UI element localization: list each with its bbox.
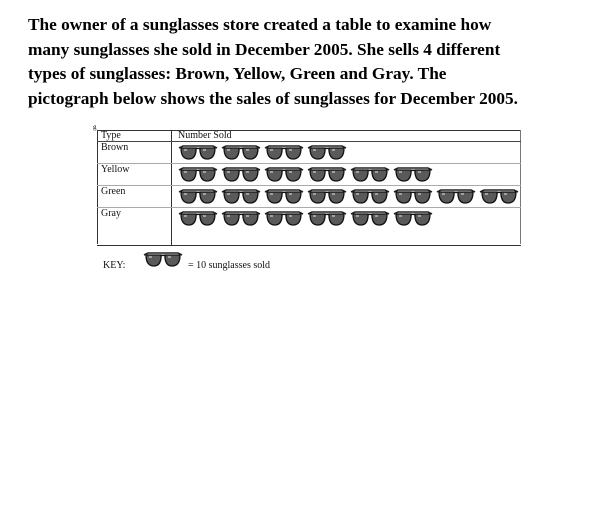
- sunglasses-icon: [143, 251, 183, 269]
- key-sunglasses-icon: [143, 251, 183, 272]
- sunglasses-icon: [393, 188, 433, 206]
- row-label: Brown: [97, 142, 172, 164]
- corner-mark: g: [93, 123, 97, 131]
- sunglasses-icon: [393, 210, 433, 228]
- sunglasses-icon: [393, 166, 433, 184]
- sunglasses-icon: [264, 188, 304, 206]
- row-label: Yellow: [97, 164, 172, 186]
- table-row: [97, 142, 521, 164]
- table-row: [97, 186, 521, 208]
- row-label: Green: [97, 186, 172, 208]
- sunglasses-icon: [221, 144, 261, 162]
- intro-paragraph: [28, 13, 593, 111]
- icon-row: [178, 186, 521, 206]
- sunglasses-icon: [178, 210, 218, 228]
- icon-row: [178, 142, 521, 162]
- sunglasses-icon: [350, 210, 390, 228]
- sunglasses-icon: [264, 166, 304, 184]
- sunglasses-icon: [264, 210, 304, 228]
- row-label: Gray: [97, 208, 172, 246]
- intro-line-3: types of sunglasses: Brown, Yellow, Green and Gray. The: [28, 64, 447, 83]
- sunglasses-icon: [178, 144, 218, 162]
- sunglasses-icon: [307, 210, 347, 228]
- sunglasses-icon: [307, 144, 347, 162]
- intro-line-1: The owner of a sunglasses store created a table to examine how: [28, 15, 492, 34]
- sunglasses-icon: [479, 188, 519, 206]
- sunglasses-icon: [264, 144, 304, 162]
- pictograph: [93, 124, 523, 276]
- intro-line-4: pictograph below shows the sales of sunglasses for December 2005.: [28, 88, 518, 108]
- pictograph-table: [97, 130, 521, 246]
- header-number-sold: Number Sold: [172, 130, 522, 142]
- sunglasses-icon: [436, 188, 476, 206]
- icon-row: [178, 164, 521, 184]
- sunglasses-icon: [221, 188, 261, 206]
- header-type: Type: [97, 130, 172, 142]
- sunglasses-icon: [350, 166, 390, 184]
- table-row: [97, 208, 521, 246]
- intro-line-2: many sunglasses she sold in December 2005. She sells 4 different: [28, 39, 501, 59]
- sunglasses-icon: [221, 166, 261, 184]
- sunglasses-icon: [307, 166, 347, 184]
- key-description: = 10 sunglasses sold: [188, 260, 271, 271]
- key-legend: [103, 255, 463, 277]
- sunglasses-icon: [307, 188, 347, 206]
- sunglasses-icon: [178, 188, 218, 206]
- table-row: [97, 164, 521, 186]
- header-row: [97, 130, 521, 142]
- key-label: KEY:: [103, 260, 126, 271]
- sunglasses-icon: [221, 210, 261, 228]
- sunglasses-icon: [178, 166, 218, 184]
- sunglasses-icon: [350, 188, 390, 206]
- icon-row: [178, 208, 521, 228]
